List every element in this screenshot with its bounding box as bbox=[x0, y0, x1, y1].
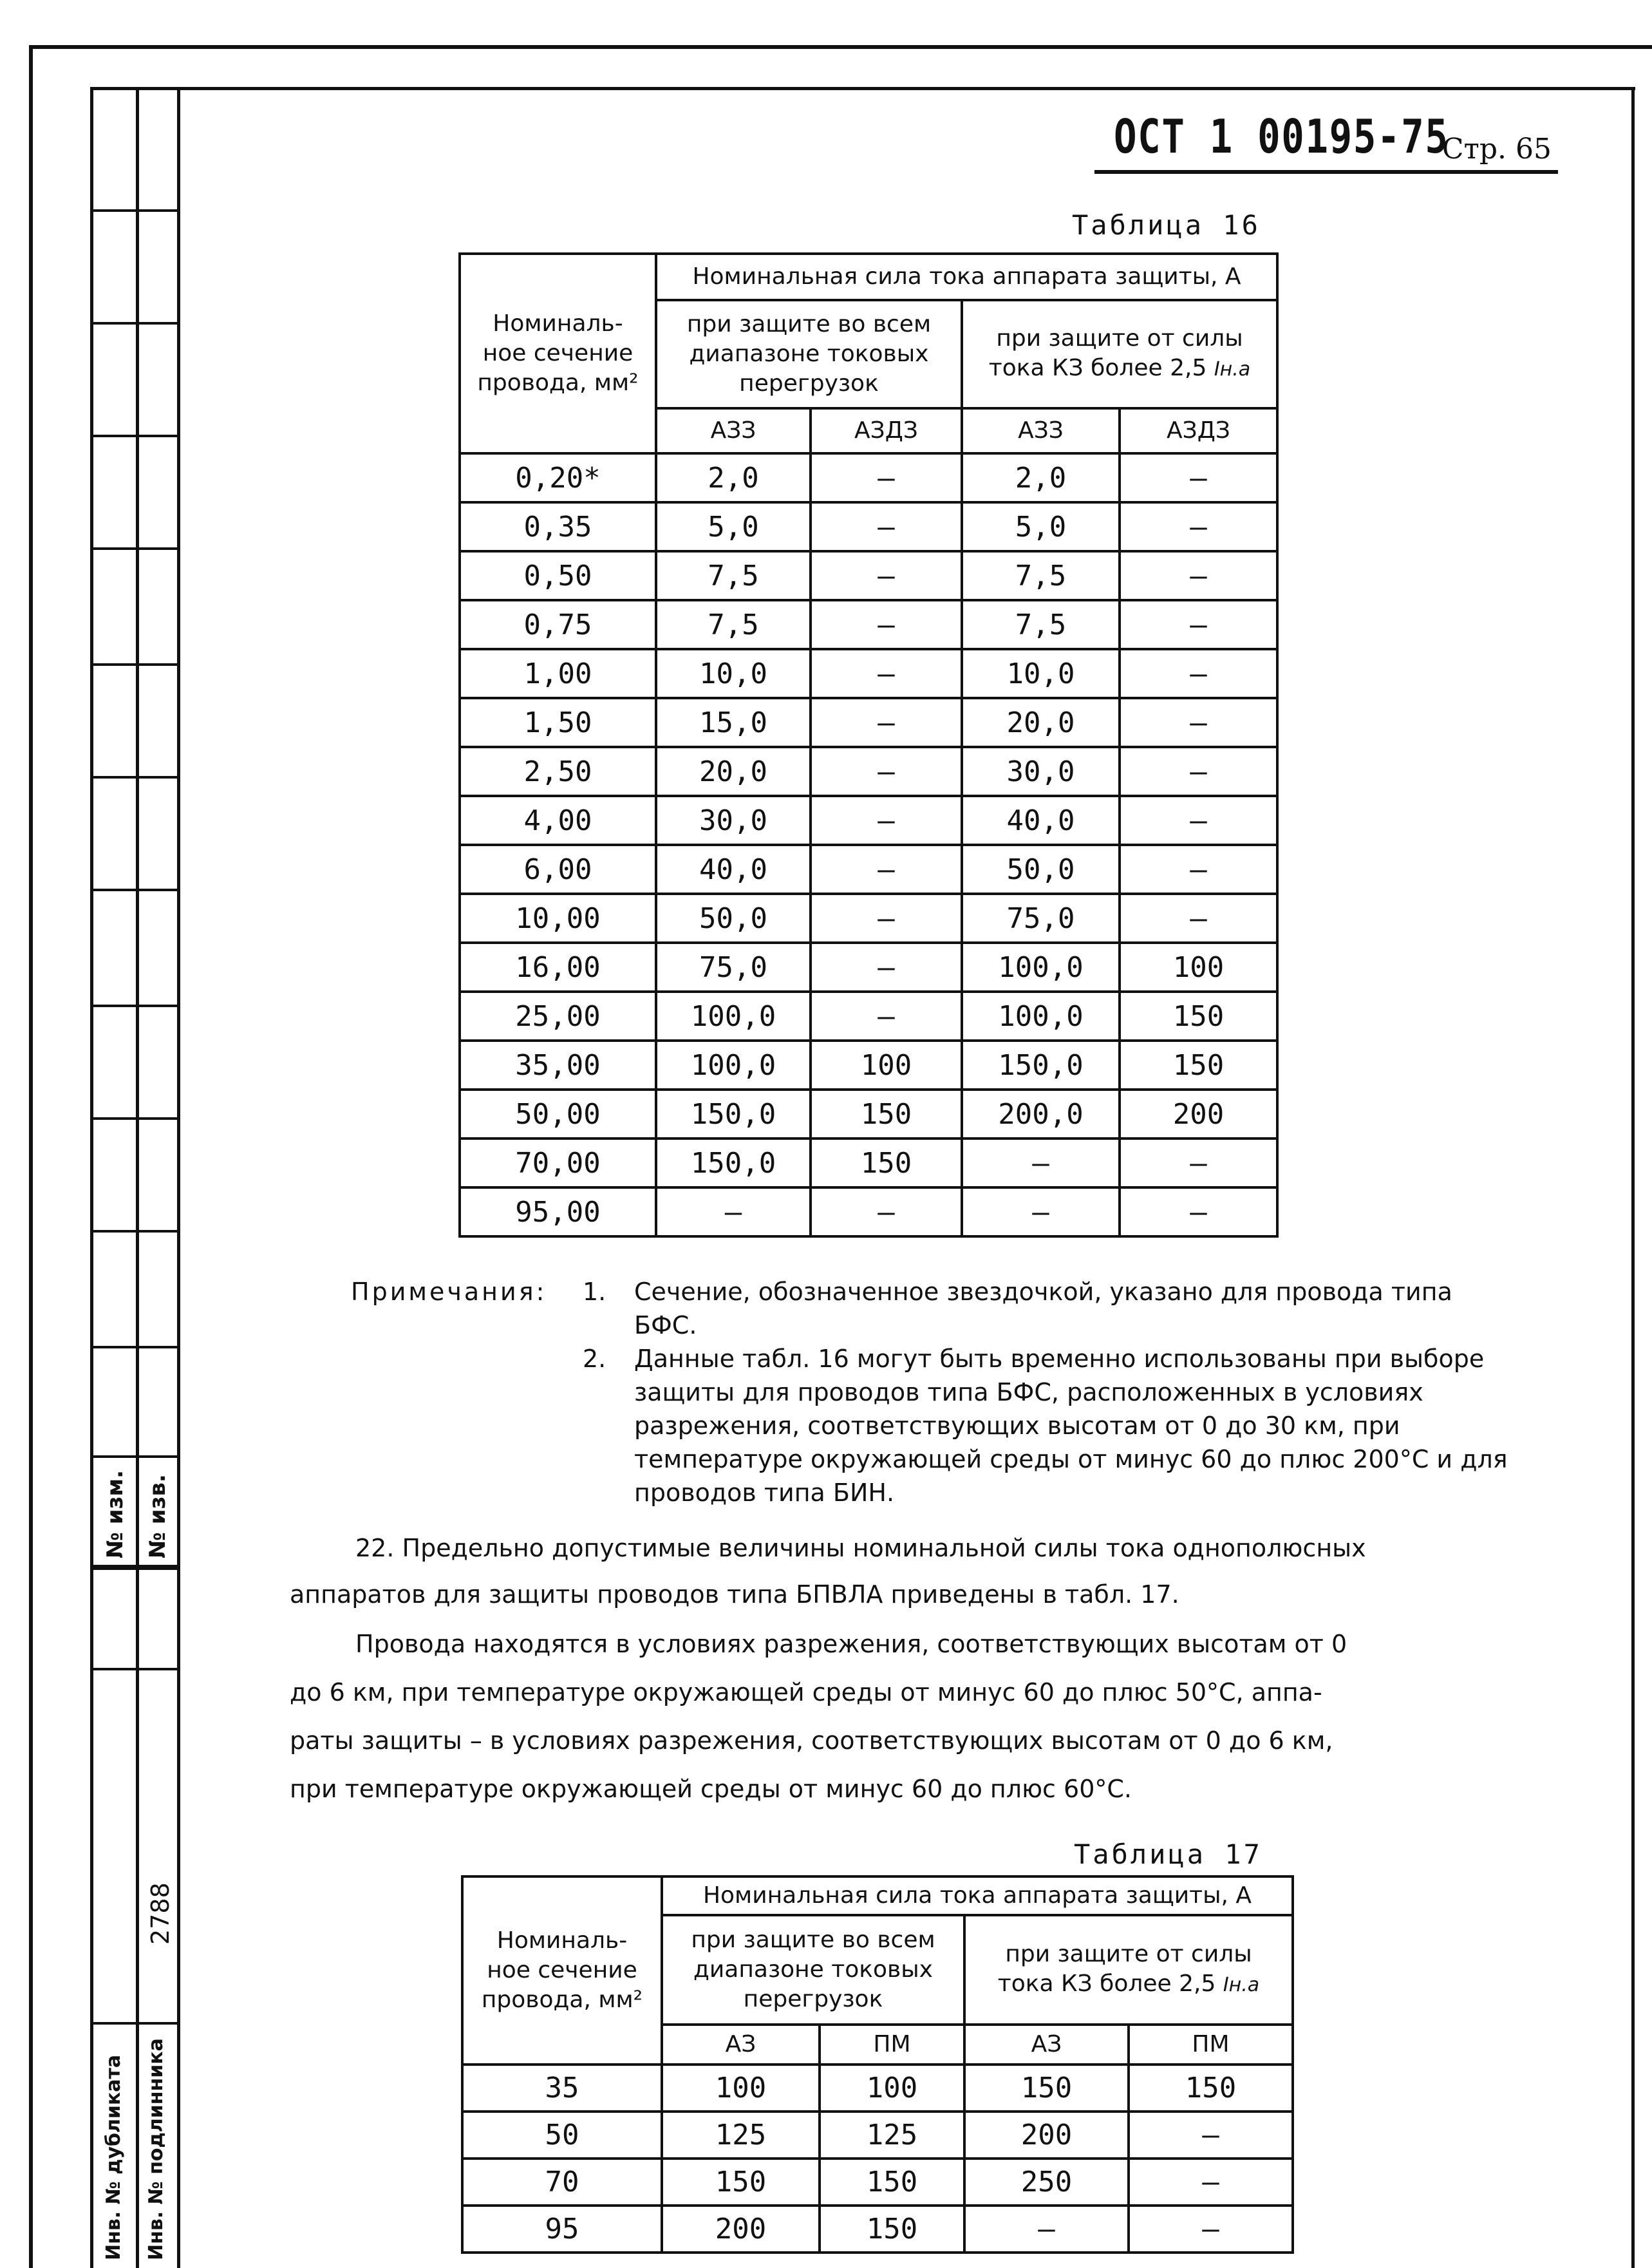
cell-value: – bbox=[811, 894, 962, 943]
cell-value: 10,0 bbox=[962, 649, 1120, 698]
note-number: 1. bbox=[583, 1278, 606, 1306]
paragraph-conditions-line: раты защиты – в условиях разрежения, соответствующих высотам от 0 до 6 км, bbox=[290, 1726, 1333, 1755]
cell-value: – bbox=[964, 2206, 1129, 2253]
table-row bbox=[460, 992, 1277, 1041]
table17-caption: Таблица 17 bbox=[1074, 1838, 1262, 1870]
cell-value: 2,0 bbox=[962, 453, 1120, 502]
table-row bbox=[460, 698, 1277, 747]
cell-section: 1,00 bbox=[460, 649, 656, 698]
cell-value: 100,0 bbox=[962, 992, 1120, 1041]
frame-left bbox=[29, 45, 33, 2268]
cell-value: – bbox=[1120, 600, 1277, 649]
note-text: Сечение, обозначенное звездочкой, указано для провода типа БФС. bbox=[634, 1278, 1452, 1339]
stamp-number: 2788 bbox=[146, 1882, 174, 1945]
cell-value: 75,0 bbox=[962, 894, 1120, 943]
paragraph-conditions-line: Провода находятся в условиях разрежения, соответствующих высотам от 0 bbox=[355, 1630, 1347, 1658]
cell-value: 30,0 bbox=[656, 796, 811, 845]
table-row bbox=[460, 943, 1277, 992]
cell-section: 25,00 bbox=[460, 992, 656, 1041]
table17-header-group: Номинальная сила тока аппарата защиты, А bbox=[662, 1876, 1293, 1915]
cell-value: 150 bbox=[964, 2065, 1129, 2112]
cell-value: – bbox=[1120, 894, 1277, 943]
cell-value: – bbox=[811, 649, 962, 698]
cell-value: 150,0 bbox=[656, 1139, 811, 1187]
cell-value: 150,0 bbox=[656, 1090, 811, 1139]
cell-value: – bbox=[1129, 2159, 1293, 2206]
cell-value: – bbox=[811, 992, 962, 1041]
stamp-no-izm: № изм. bbox=[102, 1469, 128, 1558]
table17-subcol-header: ПМ bbox=[820, 2025, 964, 2065]
table-row bbox=[460, 845, 1277, 894]
cell-value: 7,5 bbox=[962, 551, 1120, 600]
cell-value: 200,0 bbox=[962, 1090, 1120, 1139]
frame-inner-top bbox=[90, 87, 1635, 90]
table-row bbox=[460, 894, 1277, 943]
cell-value: – bbox=[1120, 502, 1277, 551]
table16-header-full-range: при защите во всем диапазоне токовых перегрузок bbox=[656, 300, 962, 408]
table-row bbox=[460, 600, 1277, 649]
cell-section: 70 bbox=[462, 2159, 662, 2206]
cell-value: 7,5 bbox=[656, 600, 811, 649]
cell-section: 0,75 bbox=[460, 600, 656, 649]
stamp-row-line bbox=[93, 1565, 177, 1570]
cell-value: 150 bbox=[1120, 992, 1277, 1041]
cell-value: – bbox=[1120, 747, 1277, 796]
cell-value: 200 bbox=[662, 2206, 820, 2253]
paragraph-22-line: аппаратов для защиты проводов типа БПВЛА приведены в табл. 17. bbox=[290, 1580, 1179, 1609]
cell-section: 1,50 bbox=[460, 698, 656, 747]
cell-value: – bbox=[1120, 845, 1277, 894]
table16-subcol-header: АЗДЗ bbox=[1120, 408, 1277, 453]
table-row bbox=[460, 1187, 1277, 1236]
page-number: Стр. 65 bbox=[1441, 133, 1552, 165]
stamp-row-line bbox=[93, 435, 177, 437]
cell-value: – bbox=[656, 1187, 811, 1236]
cell-value: 250 bbox=[964, 2159, 1129, 2206]
cell-section: 16,00 bbox=[460, 943, 656, 992]
table-row bbox=[462, 2065, 1293, 2112]
table-row bbox=[460, 1041, 1277, 1090]
cell-value: 100 bbox=[811, 1041, 962, 1090]
cell-section: 10,00 bbox=[460, 894, 656, 943]
stamp-row-line bbox=[93, 1117, 177, 1120]
table16-header-kz-index: Iн.а bbox=[1214, 358, 1251, 381]
cell-value: 50,0 bbox=[656, 894, 811, 943]
stamp-row-line bbox=[93, 209, 177, 212]
margin-stamp bbox=[90, 90, 180, 2268]
cell-value: 20,0 bbox=[962, 698, 1120, 747]
table17-subcol-header: ПМ bbox=[1129, 2025, 1293, 2065]
paragraph-conditions-line: до 6 км, при температуре окружающей среды от минус 60 до плюс 50°С, аппа- bbox=[290, 1678, 1322, 1706]
cell-section: 0,50 bbox=[460, 551, 656, 600]
cell-section: 95,00 bbox=[460, 1187, 656, 1236]
cell-section: 95 bbox=[462, 2206, 662, 2253]
cell-value: – bbox=[811, 943, 962, 992]
cell-value: 100 bbox=[662, 2065, 820, 2112]
cell-value: 150 bbox=[820, 2206, 964, 2253]
cell-value: – bbox=[1120, 796, 1277, 845]
stamp-row-line bbox=[93, 1346, 177, 1348]
cell-value: – bbox=[962, 1139, 1120, 1187]
table16-header-kz-text: при защите от силы тока КЗ более 2,5 bbox=[988, 325, 1243, 381]
cell-section: 35,00 bbox=[460, 1041, 656, 1090]
cell-value: 7,5 bbox=[962, 600, 1120, 649]
cell-value: – bbox=[962, 1187, 1120, 1236]
cell-section: 50,00 bbox=[460, 1090, 656, 1139]
cell-value: 150 bbox=[820, 2159, 964, 2206]
cell-value: – bbox=[811, 453, 962, 502]
frame-top bbox=[29, 45, 1652, 49]
table-row bbox=[462, 2206, 1293, 2253]
stamp-row-line bbox=[93, 776, 177, 779]
table17-subcol-header: АЗ bbox=[964, 2025, 1129, 2065]
stamp-row-line bbox=[93, 1230, 177, 1233]
table17-header-section: Номиналь-ное сечение провода, мм² bbox=[462, 1876, 662, 2065]
table17-header-kz-index: Iн.а bbox=[1223, 1974, 1260, 1996]
cell-value: 10,0 bbox=[656, 649, 811, 698]
stamp-row-line bbox=[93, 2022, 177, 2025]
cell-value: – bbox=[1129, 2206, 1293, 2253]
cell-value: 100,0 bbox=[656, 992, 811, 1041]
cell-section: 6,00 bbox=[460, 845, 656, 894]
cell-value: – bbox=[811, 747, 962, 796]
table-row bbox=[460, 502, 1277, 551]
frame-right bbox=[1631, 87, 1635, 2268]
cell-value: 200 bbox=[964, 2112, 1129, 2159]
cell-value: – bbox=[811, 502, 962, 551]
cell-value: 7,5 bbox=[656, 551, 811, 600]
cell-value: – bbox=[811, 698, 962, 747]
stamp-row-line bbox=[93, 1455, 177, 1458]
note-number: 2. bbox=[583, 1345, 606, 1373]
cell-value: 200 bbox=[1120, 1090, 1277, 1139]
table-row bbox=[460, 1139, 1277, 1187]
table-row bbox=[462, 2159, 1293, 2206]
cell-value: – bbox=[811, 796, 962, 845]
stamp-divider bbox=[136, 90, 139, 2268]
cell-value: – bbox=[1120, 698, 1277, 747]
cell-value: – bbox=[1120, 649, 1277, 698]
cell-value: 5,0 bbox=[656, 502, 811, 551]
table-row bbox=[460, 796, 1277, 845]
cell-value: – bbox=[811, 1187, 962, 1236]
stamp-row-line bbox=[93, 889, 177, 891]
cell-value: 15,0 bbox=[656, 698, 811, 747]
cell-value: 150 bbox=[811, 1090, 962, 1139]
stamp-inv-podl: Инв. № подлинника bbox=[145, 2038, 167, 2260]
table-row bbox=[460, 453, 1277, 502]
cell-value: 100 bbox=[820, 2065, 964, 2112]
cell-value: – bbox=[811, 551, 962, 600]
table17 bbox=[461, 1875, 1294, 2254]
cell-value: 40,0 bbox=[656, 845, 811, 894]
stamp-row-line bbox=[93, 663, 177, 666]
cell-value: 100 bbox=[1120, 943, 1277, 992]
cell-value: 125 bbox=[820, 2112, 964, 2159]
cell-value: 2,0 bbox=[656, 453, 811, 502]
paragraph-conditions-line: при температуре окружающей среды от минус 60 до плюс 60°С. bbox=[290, 1775, 1132, 1803]
cell-value: – bbox=[1120, 551, 1277, 600]
table-row bbox=[462, 2112, 1293, 2159]
cell-value: 150 bbox=[1120, 1041, 1277, 1090]
table16 bbox=[458, 252, 1279, 1238]
stamp-row-line bbox=[93, 1668, 177, 1670]
cell-value: – bbox=[1129, 2112, 1293, 2159]
cell-value: 150 bbox=[811, 1139, 962, 1187]
cell-value: 150,0 bbox=[962, 1041, 1120, 1090]
table17-header-kz bbox=[964, 1915, 1293, 2025]
stamp-row-line bbox=[93, 1005, 177, 1007]
cell-section: 50 bbox=[462, 2112, 662, 2159]
notes-label: Примечания: bbox=[351, 1278, 547, 1306]
table16-subcol-header: АЗЗ bbox=[962, 408, 1120, 453]
cell-value: – bbox=[811, 845, 962, 894]
stamp-row-line bbox=[93, 547, 177, 550]
table17-subcol-header: АЗ bbox=[662, 2025, 820, 2065]
standard-code: ОСТ 1 00195-75 bbox=[1114, 109, 1449, 164]
stamp-no-izv: № изв. bbox=[145, 1474, 171, 1558]
cell-section: 0,20* bbox=[460, 453, 656, 502]
cell-section: 70,00 bbox=[460, 1139, 656, 1187]
cell-value: 150 bbox=[1129, 2065, 1293, 2112]
cell-value: – bbox=[1120, 1187, 1277, 1236]
table16-header-kz bbox=[962, 300, 1277, 408]
cell-value: – bbox=[1120, 453, 1277, 502]
cell-value: 40,0 bbox=[962, 796, 1120, 845]
cell-value: 20,0 bbox=[656, 747, 811, 796]
cell-section: 0,35 bbox=[460, 502, 656, 551]
cell-value: – bbox=[1120, 1139, 1277, 1187]
cell-section: 4,00 bbox=[460, 796, 656, 845]
cell-section: 2,50 bbox=[460, 747, 656, 796]
cell-value: 5,0 bbox=[962, 502, 1120, 551]
cell-value: 100,0 bbox=[656, 1041, 811, 1090]
table-row bbox=[460, 1090, 1277, 1139]
stamp-inv-dubl: Инв. № дубликата bbox=[102, 2054, 125, 2260]
cell-section: 35 bbox=[462, 2065, 662, 2112]
table16-header-group: Номинальная сила тока аппарата защиты, А bbox=[656, 254, 1277, 300]
table16-caption: Таблица 16 bbox=[1072, 209, 1261, 241]
table17-header-kz-text: при защите от силы тока КЗ более 2,5 bbox=[997, 1941, 1252, 1997]
cell-value: 150 bbox=[662, 2159, 820, 2206]
cell-value: 100,0 bbox=[962, 943, 1120, 992]
table16-subcol-header: АЗДЗ bbox=[811, 408, 962, 453]
stamp-row-line bbox=[93, 322, 177, 325]
table16-header-section: Номиналь-ное сечение провода, мм² bbox=[460, 254, 656, 453]
document-header bbox=[1094, 109, 1558, 174]
table-row bbox=[460, 551, 1277, 600]
table-row bbox=[460, 747, 1277, 796]
cell-value: 30,0 bbox=[962, 747, 1120, 796]
note-text: Данные табл. 16 могут быть временно использованы при выборе защиты для проводов типа БФС, расположенных в условиях разрежения, соответствующих высотам от 0 до 30 км, при температуре окружающей среды от минус 60 до плюс 200°С и для проводов типа БИН. bbox=[634, 1345, 1508, 1507]
table17-header-full-range: при защите во всем диапазоне токовых перегрузок bbox=[662, 1915, 964, 2025]
cell-value: 125 bbox=[662, 2112, 820, 2159]
cell-value: 75,0 bbox=[656, 943, 811, 992]
table-row bbox=[460, 649, 1277, 698]
cell-value: – bbox=[811, 600, 962, 649]
table16-subcol-header: АЗЗ bbox=[656, 408, 811, 453]
cell-value: 50,0 bbox=[962, 845, 1120, 894]
paragraph-22-line: 22. Предельно допустимые величины номинальной силы тока однополюсных bbox=[355, 1534, 1366, 1562]
